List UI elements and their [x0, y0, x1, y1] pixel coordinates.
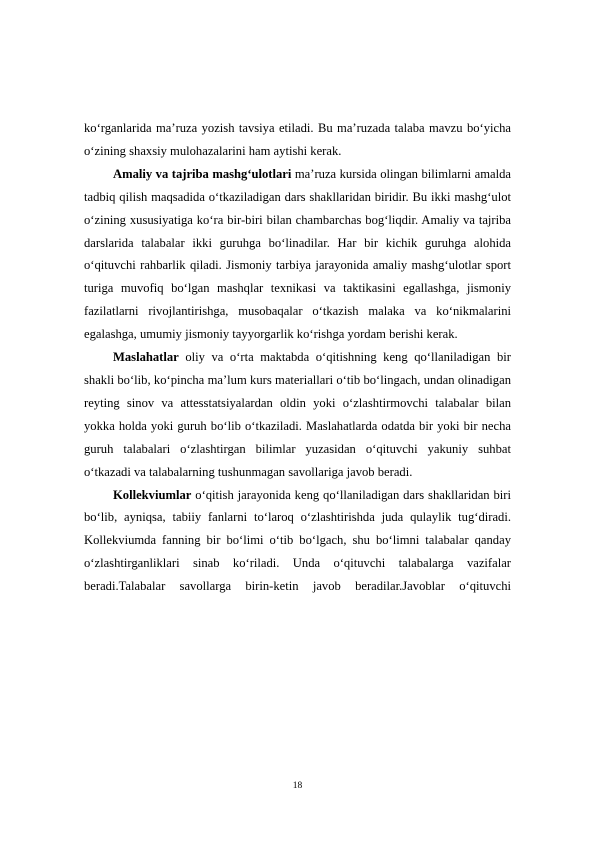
- paragraph-2: [84, 163, 511, 346]
- page-body: [84, 117, 511, 598]
- paragraph-3-text: oliy va o‘rta maktabda o‘qitishning keng qo‘llaniladigan bir shakli bo‘lib, ko‘pincha ma’lum kurs materiallari o‘tib bo‘lingach, undan olinadigan reyting sinov va attesstatsiyalardan oldin yoki o‘zlashtirmovchi talabalar bilan yokka holda yoki guruh bo‘lib o‘tkaziladi. Maslahatlarda odatda bir yoki bir necha guruh talabalari o‘zlashtirgan bilimlar yuzasidan o‘qituvchi yakuniy suhbat o‘tkazadi va talabalarning tushunmagan savollariga javob beradi.: [84, 350, 511, 479]
- page-number: 18: [292, 781, 303, 791]
- paragraph-1-text: ko‘rganlarida ma’ruza yozish tavsiya etiladi. Bu ma’ruzada talaba mavzu bo‘yicha o‘zining shaxsiy mulohazalarini ham aytishi kerak.: [84, 121, 511, 158]
- paragraph-1: [84, 117, 511, 163]
- term-kollekviumlar: Kollekviumlar: [113, 487, 192, 502]
- term-amaliy-mashgulotlar: Amaliy va tajriba mashg‘ulotlari: [113, 166, 292, 181]
- paragraph-2-text: ma’ruza kursida olingan bilimlarni amalda tadbiq qilish maqsadida o‘tkaziladigan dars shakllaridan biridir. Bu ikki mashg‘ulot o‘zining xususiyatiga ko‘ra bir-biri bilan chambarchas bog‘liqdir. Amaliy va tajriba darslarida talabalar ikki guruhga bo‘linadilar. Har bir kichik guruhga alohida o‘qituvchi rahbarlik qiladi. Jismoniy tarbiya jarayonida amaliy mashg‘ulotlar sport turiga muvofiq bo‘lgan mashqlar texnikasi va taktikasini egallashga, jismoniy fazilatlarni rivojlantirishga, musobaqalar o‘tkazish malaka va ko‘nikmalarini egalashga, umumiy jismoniy tayyorgarlik ko‘rishga yordam berishi kerak.: [84, 166, 511, 342]
- paragraph-4-text: o‘qitish jarayonida keng qo‘llaniladigan dars shakllaridan biri bo‘lib, ayniqsa, tabiiy fanlarni to‘laroq o‘zlashtirishda juda qulaylik tug‘diradi. Kollekviumda fanning bir bo‘limi o‘tib bo‘lgach, shu bo‘limni talabalar qanday o‘zlashtirganliklari sinab ko‘riladi. Unda o‘qituvchi talabalarga vazifalar beradi.Talabalar savollarga birin-ketin javob beradilar.Javoblar o‘qituvchi: [84, 487, 511, 594]
- paragraph-4: [84, 484, 511, 599]
- term-maslahatlar: Maslahatlar: [113, 350, 179, 365]
- paragraph-3: [84, 346, 511, 483]
